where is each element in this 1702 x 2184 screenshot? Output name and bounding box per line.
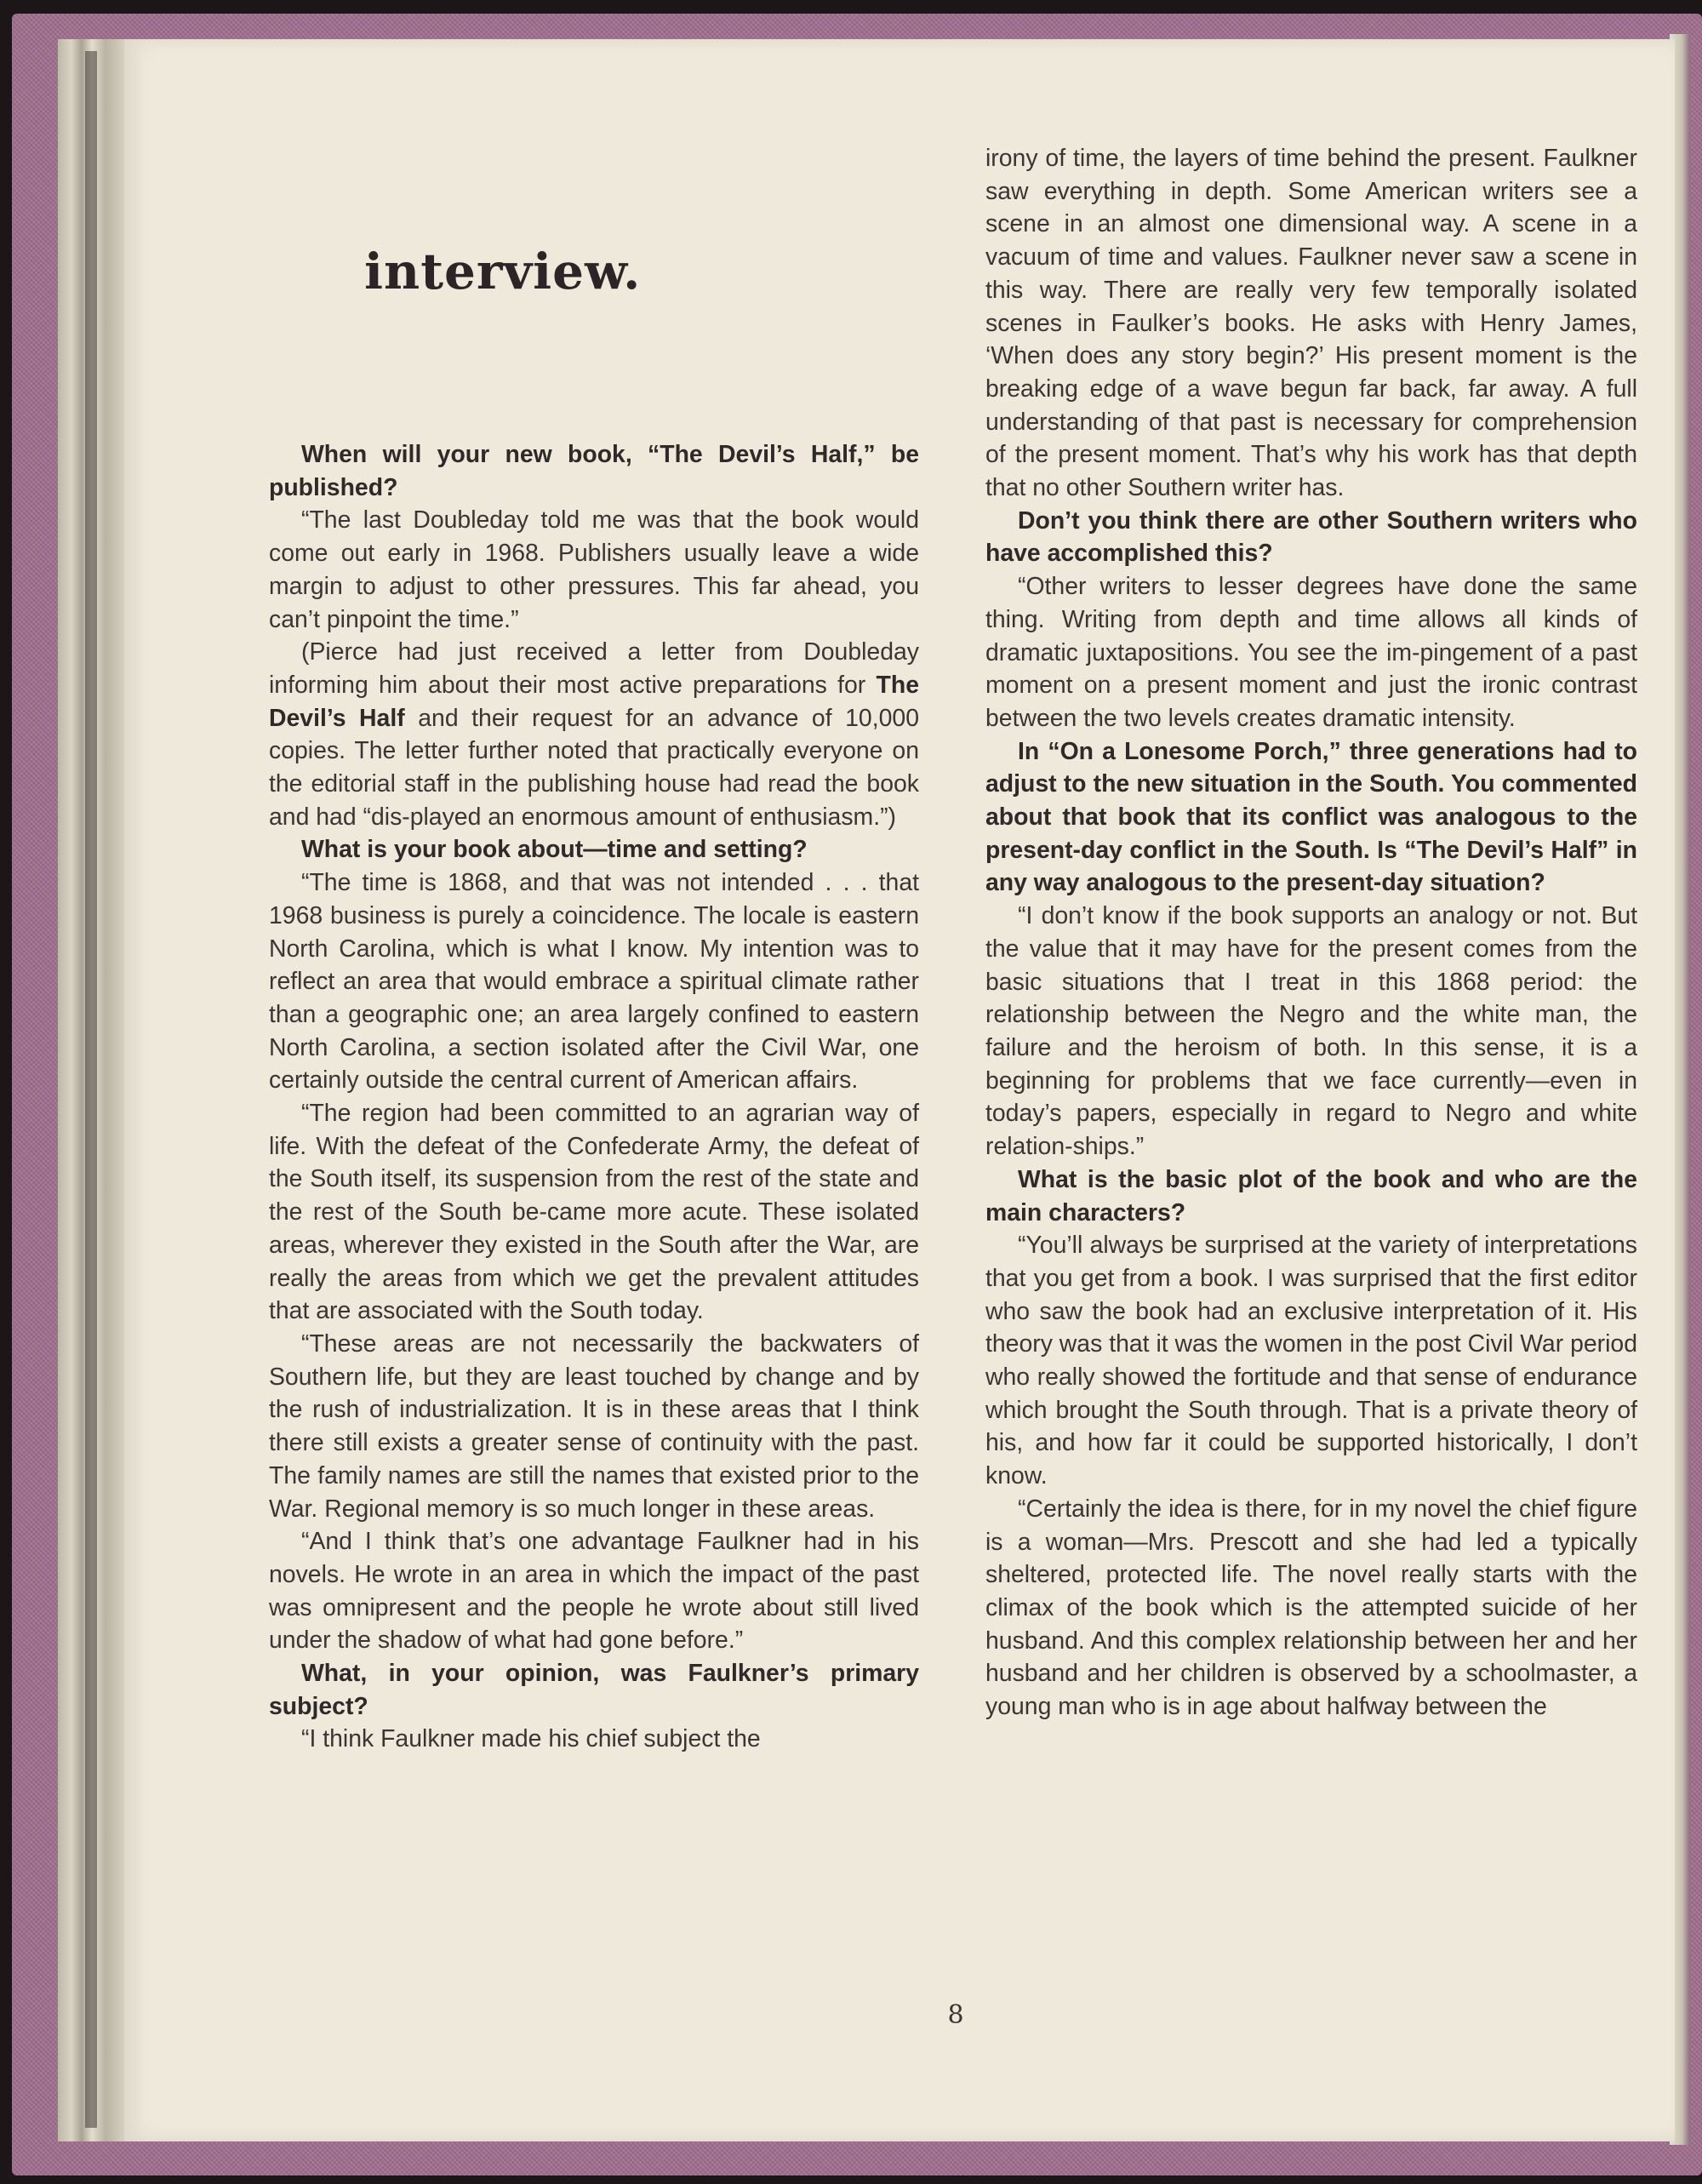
question-6: What is the basic plot of the book and who are the main characters? xyxy=(985,1165,1637,1226)
right-column xyxy=(985,142,1637,1724)
answer-3-continued: irony of time, the layers of time behind the present. Faulkner saw everything in depth. Some American writers see a scene in an almost one dimensional way. A scene in a vacuum of time and values. Faulkner never saw a scene in this way. There are really very few temporally isolated scenes in Faulker’s books. He asks with Henry James, ‘When does any story begin?’ His present moment is the breaking edge of a wave begun far back, far away. A full understanding of that past is necessary for comprehension of the present moment. That’s why his work has that depth that no other Southern writer has. xyxy=(985,145,1637,502)
answer-2-paragraph-3: “These areas are not necessarily the backwaters of Southern life, but they are least touched by change and by the rush of industrialization. It is in these areas that I think there still exists a greater sense of continuity with the past. The family names are still the names that existed prior to the War. Regional memory is so much longer in these areas. xyxy=(269,1329,919,1523)
answer-2-paragraph-1: “The time is 1868, and that was not intended . . . that 1968 business is purely a coincidence. The locale is eastern North Carolina, which is what I know. My intention was to reflect an area that would embrace a spiritual climate rather than a geographic one; an area largely confined to eastern North Carolina, a section isolated after the Civil War, one certainly outside the central current of American affairs. xyxy=(269,869,919,1095)
aside-paragraph xyxy=(269,636,919,833)
answer-1: “The last Doubleday told me was that the book would come out early in 1968. Publishers usually leave a wide margin to adjust to other pressures. This far ahead, you can’t pinpoint the time.” xyxy=(269,506,919,633)
binding-gutter xyxy=(85,51,97,2128)
answer-6-paragraph-2: “Certainly the idea is there, for in my novel the chief figure is a woman—Mrs. Prescott and she had led a typically sheltered, protected life. The novel really starts with the climax of the book which is the attempted suicide of her husband. And this complex relationship between her and her husband and her children is observed by a schoolmaster, a young man who is in age about halfway between the xyxy=(985,1495,1637,1721)
answer-6-paragraph-1: “You’ll always be surprised at the variety of interpretations that you get from a book. I was surprised that the first editor who saw the book had an exclusive interpretation of it. His theory was that it was the women in the post Civil War period who really showed the fortitude and that sense of endurance which brought the South through. That is a private theory of his, and how far it could be supported historically, I don’t know. xyxy=(985,1232,1637,1490)
aside-text-after: and their request for an advance of 10,000 copies. The letter further noted that practically everyone on the editorial staff in the publishing house had read the book and had “dis-played an enormous amount of enthusiasm.”) xyxy=(269,704,919,831)
page-heading: interview. xyxy=(364,243,642,300)
page-number: 8 xyxy=(947,2000,964,2030)
answer-2-paragraph-4: “And I think that’s one advantage Faulkner had in his novels. He wrote in an area in which the impact of the past was omnipresent and the people he wrote about still lived under the shadow of what had gone before.” xyxy=(269,1528,919,1655)
question-2: What is your book about—time and setting? xyxy=(301,836,808,864)
aside-text-before: (Pierce had just received a letter from Doubleday informing him about their most active preparations for xyxy=(269,638,919,699)
question-1: When will your new book, “The Devil’s Half,” be published? xyxy=(269,441,919,501)
question-5: In “On a Lonesome Porch,” three generations had to adjust to the new situation in the South. You commented about that book that its conflict was analogous to the present-day conflict in the South. Is “The Devil’s Half” in any way analogous to the present-day situation? xyxy=(985,737,1637,897)
answer-5: “I don’t know if the book supports an analogy or not. But the value that it may have for the present comes from the basic situations that I treat in this 1868 period: the relationship between the Negro and the white man, the failure and the heroism of both. In this sense, it is a beginning for problems that we face currently—even in today’s papers, especially in regard to Negro and white relation-ships.” xyxy=(985,902,1637,1161)
aside-book-title: The Devil’s Half xyxy=(269,671,919,732)
left-column xyxy=(269,438,919,1756)
answer-2-paragraph-2: “The region had been committed to an agrarian way of life. With the defeat of the Confederate Army, the defeat of the South itself, its suspension from the rest of the state and the rest of the South be-came more acute. These isolated areas, wherever they existed in the South after the War, are really the areas from which we get the prevalent attitudes that are associated with the South today. xyxy=(269,1100,919,1325)
answer-4: “Other writers to lesser degrees have done the same thing. Writing from depth and time allows all kinds of dramatic juxtapositions. You see the im-pingement of a past moment on a present moment and just the ironic contrast between the two levels creates dramatic intensity. xyxy=(985,573,1637,732)
question-3: What, in your opinion, was Faulkner’s primary subject? xyxy=(269,1660,919,1720)
answer-3-start: “I think Faulkner made his chief subject the xyxy=(301,1725,761,1753)
question-4: Don’t you think there are other Southern writers who have accomplished this? xyxy=(985,506,1637,568)
